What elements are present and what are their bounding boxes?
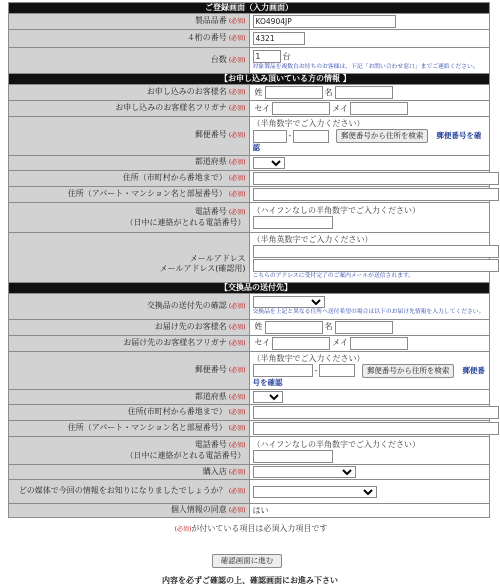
- applicant-postal-label: [9, 117, 250, 156]
- required-mark: (必須): [228, 425, 246, 432]
- label-text: 住所（アパート・マンション名と部屋番号）: [67, 423, 227, 432]
- delivery-pref-label: [9, 390, 250, 405]
- postal-hint: （半角数字でご入力ください）: [252, 353, 365, 363]
- sei-label: 姓: [254, 322, 263, 331]
- label-text: 電話番号: [194, 206, 227, 216]
- form-table: [8, 2, 490, 518]
- label-text: 都道府県: [194, 157, 227, 166]
- privacy-label: [9, 504, 250, 518]
- mail2-label-text: メールアドレス(確認用): [159, 263, 246, 273]
- postal-confirm-link[interactable]: 郵便番号を確認: [252, 365, 485, 387]
- applicant-addr2-input[interactable]: [253, 188, 499, 201]
- label-text: 台数: [210, 55, 227, 64]
- tel-sub-label: （日中に連絡がとれる電話番号）: [125, 217, 246, 227]
- applicant-pref-label: [9, 155, 250, 170]
- destination-check-label: [9, 293, 250, 319]
- applicant-mail-label: [9, 232, 250, 282]
- applicant-tel-input[interactable]: [253, 216, 333, 229]
- applicant-name-label: [9, 85, 250, 101]
- label-text: どの媒体で今回の情報をお知りになりましたでしょうか？: [18, 486, 227, 495]
- required-mark: (必須): [228, 57, 246, 64]
- applicant-last-name-input[interactable]: [265, 86, 323, 99]
- postal-search-button[interactable]: 郵便番号から住所を検索: [336, 129, 429, 143]
- quantity-input[interactable]: [253, 50, 281, 63]
- label-text: 個人情報の同意: [170, 505, 227, 514]
- applicant-addr1-input[interactable]: [253, 172, 499, 185]
- required-note-text: が付いている項目は必須入力項目です: [191, 524, 328, 533]
- label-text: 郵便番号: [194, 364, 227, 374]
- section-title-applicant: [9, 74, 490, 85]
- sei-kana-label: セイ: [254, 103, 271, 113]
- label-text: 交換品の送付先の確認: [146, 300, 227, 310]
- delivery-name-label: [9, 319, 250, 335]
- delivery-addr1-label: [9, 405, 250, 421]
- required-mark: (必須): [228, 488, 246, 495]
- label-text: 購入店: [202, 466, 227, 476]
- delivery-last-name-input[interactable]: [265, 321, 323, 334]
- privacy-value: はい: [252, 505, 269, 515]
- media-label: [9, 480, 250, 504]
- store-select[interactable]: [253, 466, 356, 478]
- required-mark: (必須): [228, 190, 246, 198]
- section-title-destination: [9, 282, 490, 293]
- section-title-text: 【交換品の送付先】: [220, 282, 292, 292]
- quantity-note: 対象製品を複数台お持ちのお客様は、下記「お問い合わせ窓口」までご連絡ください。: [252, 64, 479, 70]
- postal-dash: -: [314, 365, 318, 375]
- mail-hint: （半角英数字でご入力ください）: [252, 235, 373, 244]
- required-note: [0, 523, 500, 534]
- section-title-text: 【お申し込み頂いている方の情報 】: [220, 74, 351, 83]
- label-text: お申し込みのお客様名フリガナ: [115, 103, 227, 112]
- tel-hint: （ハイフンなしの半角数字でご入力ください）: [252, 439, 420, 449]
- label-text: お届け先のお客様名フリガナ: [123, 337, 227, 347]
- delivery-addr2-label: [9, 421, 250, 437]
- mail-note: こちらのアドレスに受付完了のご案内メールが送信されます。: [252, 273, 415, 279]
- required-mark: (必須): [228, 468, 246, 476]
- applicant-mail-confirm-input[interactable]: [253, 259, 499, 272]
- required-mark: (必須): [228, 302, 246, 310]
- delivery-first-name-input[interactable]: [335, 321, 393, 334]
- applicant-tel-label: [9, 202, 250, 232]
- required-mark: (必須): [228, 442, 246, 449]
- required-mark: (必須): [228, 366, 246, 374]
- applicant-addr1-label: [9, 170, 250, 186]
- required-mark: (必須): [228, 507, 246, 514]
- label-text: 都道府県: [194, 391, 227, 401]
- store-label: [9, 465, 250, 480]
- mei-kana-label: メイ: [332, 103, 349, 113]
- delivery-pref-select[interactable]: [253, 391, 283, 403]
- required-mark: (必須): [228, 409, 246, 416]
- required-mark: (必須): [228, 393, 246, 401]
- mei-kana-label: メイ: [332, 338, 349, 347]
- tel-sub-label: （日中に連絡がとれる電話番号）: [125, 451, 246, 460]
- label-text: お届け先のお客様名: [154, 321, 227, 331]
- tel-hint: （ハイフンなしの半角数字でご入力ください）: [252, 206, 420, 215]
- delivery-postal-second-input[interactable]: [319, 364, 355, 377]
- label-text: 住所（アパート・マンション名と部屋番号）: [67, 188, 227, 198]
- label-text: 住所(市町村から番地まで）: [127, 407, 227, 416]
- required-mark: (必須): [228, 35, 246, 42]
- label-text: お申し込みのお客様名: [146, 87, 227, 96]
- product-number-label: [9, 14, 250, 30]
- product-number-input[interactable]: [253, 15, 396, 28]
- section-title-registration: ご登録画面（入力画面）: [9, 3, 490, 14]
- destination-check-select[interactable]: [253, 296, 325, 308]
- sei-kana-label: セイ: [254, 338, 271, 347]
- delivery-postal-label: [9, 351, 250, 390]
- label-text: ４桁の番号: [186, 33, 227, 42]
- applicant-postal-first-input[interactable]: [253, 130, 287, 143]
- applicant-first-name-input[interactable]: [335, 86, 393, 99]
- delivery-postal-first-input[interactable]: [253, 364, 313, 377]
- applicant-last-kana-input[interactable]: [272, 102, 330, 115]
- delivery-kana-label: [9, 335, 250, 351]
- media-select[interactable]: [253, 486, 377, 498]
- required-mark: (必須): [228, 339, 246, 347]
- quantity-label: [9, 48, 250, 74]
- sei-label: 姓: [254, 87, 263, 97]
- label-text: 住所（市町村から番地まで）: [122, 172, 227, 182]
- delivery-tel-label: [9, 437, 250, 465]
- postal-hint: （半角数字でご入力ください）: [252, 119, 365, 128]
- required-mark: (必須): [228, 89, 246, 96]
- required-mark: (必須): [228, 105, 246, 112]
- delivery-first-kana-input[interactable]: [350, 337, 408, 350]
- label-text: 電話番号: [194, 440, 227, 449]
- required-mark: (必須): [228, 208, 246, 216]
- required-mark: (必須): [174, 526, 192, 533]
- confirm-button[interactable]: 確認画面に進む: [212, 554, 282, 568]
- postal-dash: -: [288, 131, 292, 140]
- four-digit-input[interactable]: [253, 32, 305, 45]
- delivery-tel-input[interactable]: [253, 450, 333, 463]
- delivery-last-kana-input[interactable]: [272, 337, 330, 350]
- required-mark: (必須): [228, 323, 246, 331]
- label-text: 製品品番: [194, 16, 227, 25]
- applicant-pref-select[interactable]: [253, 157, 285, 169]
- applicant-postal-second-input[interactable]: [293, 130, 329, 143]
- mei-label: 名: [324, 87, 333, 97]
- applicant-kana-label: [9, 101, 250, 117]
- four-digit-label: [9, 30, 250, 48]
- postal-confirm-link[interactable]: 郵便番号を確認: [252, 131, 482, 152]
- final-note: 内容を必ずご確認の上、確認画面にお進み下さい: [162, 576, 338, 585]
- required-mark: (必須): [228, 18, 246, 25]
- required-mark: (必須): [228, 159, 246, 166]
- delivery-addr1-input[interactable]: [253, 406, 499, 419]
- mail-label-text: メールアドレス: [189, 253, 246, 263]
- applicant-first-kana-input[interactable]: [350, 102, 408, 115]
- mei-label: 名: [324, 322, 333, 331]
- applicant-addr2-label: [9, 186, 250, 202]
- destination-note: 交換品を上記と異なる住所へ送付希望の場合は以下のお届け先情報を入力してください。: [252, 309, 485, 315]
- required-mark: (必須): [228, 174, 246, 182]
- delivery-addr2-input[interactable]: [253, 422, 499, 435]
- quantity-unit: 台: [282, 51, 291, 61]
- label-text: 郵便番号: [194, 130, 227, 140]
- required-mark: (必須): [228, 132, 246, 140]
- registration-form: [8, 2, 490, 518]
- applicant-mail-input[interactable]: [253, 245, 499, 258]
- postal-search-button[interactable]: 郵便番号から住所を検索: [362, 364, 455, 378]
